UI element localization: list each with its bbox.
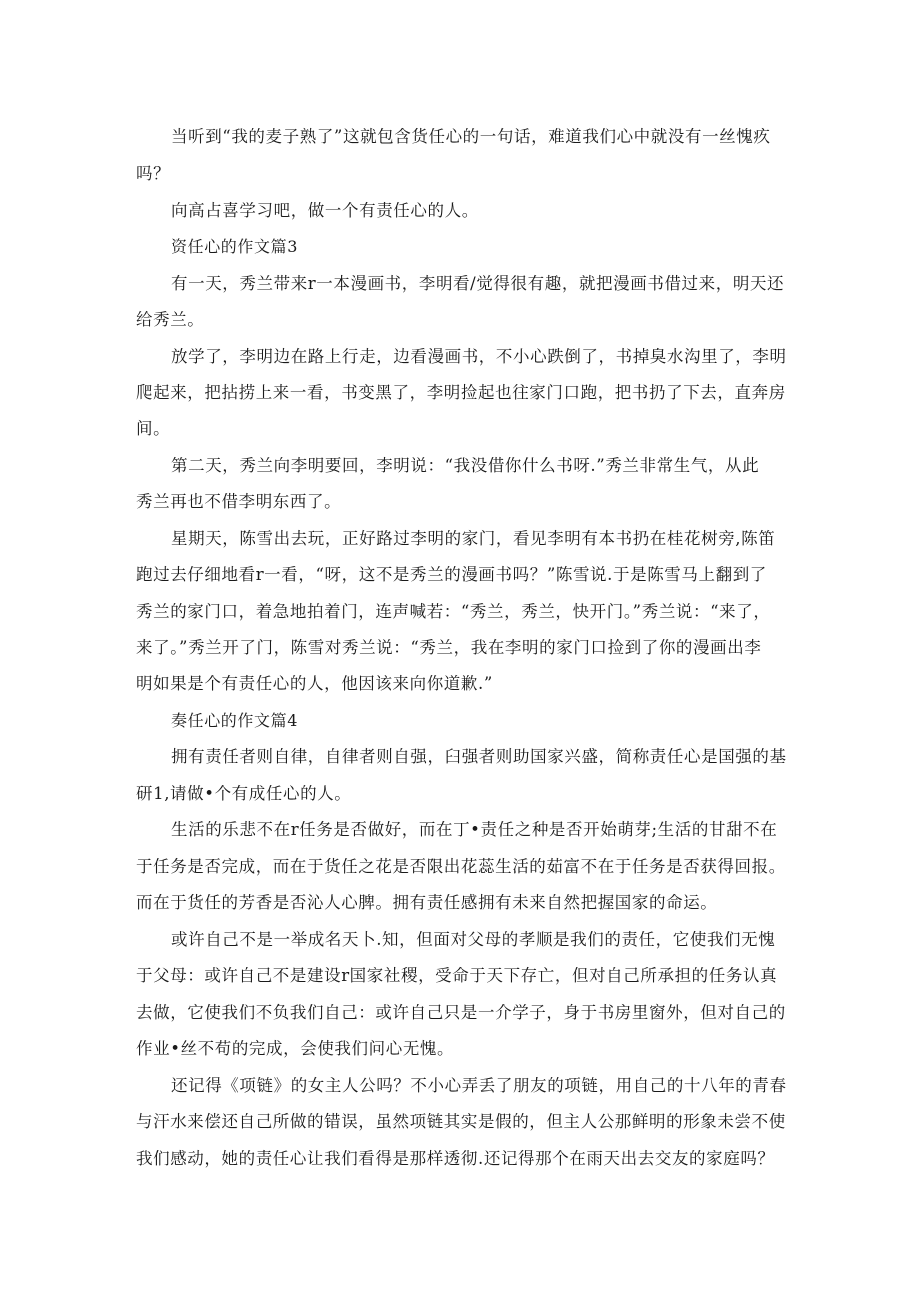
- text-line: 来了。”秀兰开了门，陈雪对秀兰说：“秀兰，我在李明的家门口捡到了你的漫画出李: [136, 638, 762, 657]
- text-line: 于任务是否完成，而在于货任之花是否限出花蕊生活的茹富不在于任务是否获得回报。: [136, 857, 786, 876]
- text-line: 星期天，陈雪出去玩，正好路过李明的家门，看见李明有本书扔在桂花树旁,陈笛: [171, 529, 776, 548]
- text-line: 有一天，秀兰带来r一本漫画书，李明看/觉得很有趣，就把漫画书借过来，明天还: [171, 274, 785, 293]
- text-line: 而在于货任的芳香是否沁人心脾。拥有责任感拥有未来自然把握国家的命运。: [136, 893, 718, 912]
- text-line: 还记得《项链》的女主人公吗？不小心弄丢了朋友的项链，用自己的十八年的青春: [171, 1076, 787, 1095]
- text-line: 跑过去仔细地看r一看，“呀，这不是秀兰的漫画书吗？”陈雪说.于是陈雪马上翻到了: [136, 565, 767, 584]
- text-line: 作业•丝不苟的完成，会使我们问心无愧。: [136, 1039, 455, 1058]
- section-heading: 奏任心的作文篇4: [171, 711, 298, 730]
- text-line: 明如果是个有责任心的人，他因该来向你道歉.”: [136, 674, 493, 693]
- text-line: 给秀兰。: [136, 310, 205, 329]
- text-line: 当听到“我的麦子熟了”这就包含货任心的一句话，难道我们心中就没有一丝愧疚: [171, 127, 771, 146]
- text-line: 我们感动，她的责任心让我们看得是那样透彻.还记得那个在雨天出去交友的家庭吗？: [136, 1149, 775, 1168]
- text-line: 或许自己不是一举成名天卜.知，但面对父母的孝顺是我们的责任，它使我们无愧: [171, 930, 776, 949]
- text-line: 生活的乐悲不在r任务是否做好，而在丁•责任之种是否开始萌芽;生活的甘甜不在: [171, 820, 778, 839]
- text-line: 第二天，秀兰向李明要回，李明说：“我没借你什么书呀.”秀兰非常生气，从此: [171, 456, 760, 475]
- text-line: 爬起来，把拈捞上来一看，书变黑了，李明捡起也往家门口跑，把书扔了下去，直奔房: [136, 383, 786, 402]
- text-line: 去做，它使我们不负我们自己：或许自己只是一介学子，身于书房里窗外，但对自己的: [136, 1003, 786, 1022]
- text-line: 于父母：或许自己不是建设r国家社稷，受命于天下存亡，但对自己所承担的任务认真: [136, 966, 778, 985]
- text-line: 与汗水来偿还自己所做的错误，虽然项链其实是假的，但主人公那鲜明的形象未尝不使: [136, 1112, 786, 1131]
- text-line: 放学了，李明边在路上行走，边看漫画书，不小心跌倒了，书掉臭水沟里了，李明: [171, 347, 787, 366]
- text-line: 研1,请做•个有成任心的人。: [136, 784, 352, 803]
- text-line: 秀兰再也不借李明东西了。: [136, 492, 342, 511]
- section-heading: 资任心的作文篇3: [171, 237, 298, 256]
- text-line: 拥有责任者则自律，自律者则自强，臼强者则助国家兴盛，简称责任心是国强的基: [171, 747, 787, 766]
- text-line: 向高占喜学习吧，做一个有责任心的人。: [171, 201, 479, 220]
- text-line: 间。: [136, 419, 171, 438]
- text-line: 秀兰的家门口，着急地拍着门，连声喊若：“秀兰，秀兰，快开门。”秀兰说：“来了，: [136, 602, 771, 621]
- text-line: 吗？: [136, 164, 171, 183]
